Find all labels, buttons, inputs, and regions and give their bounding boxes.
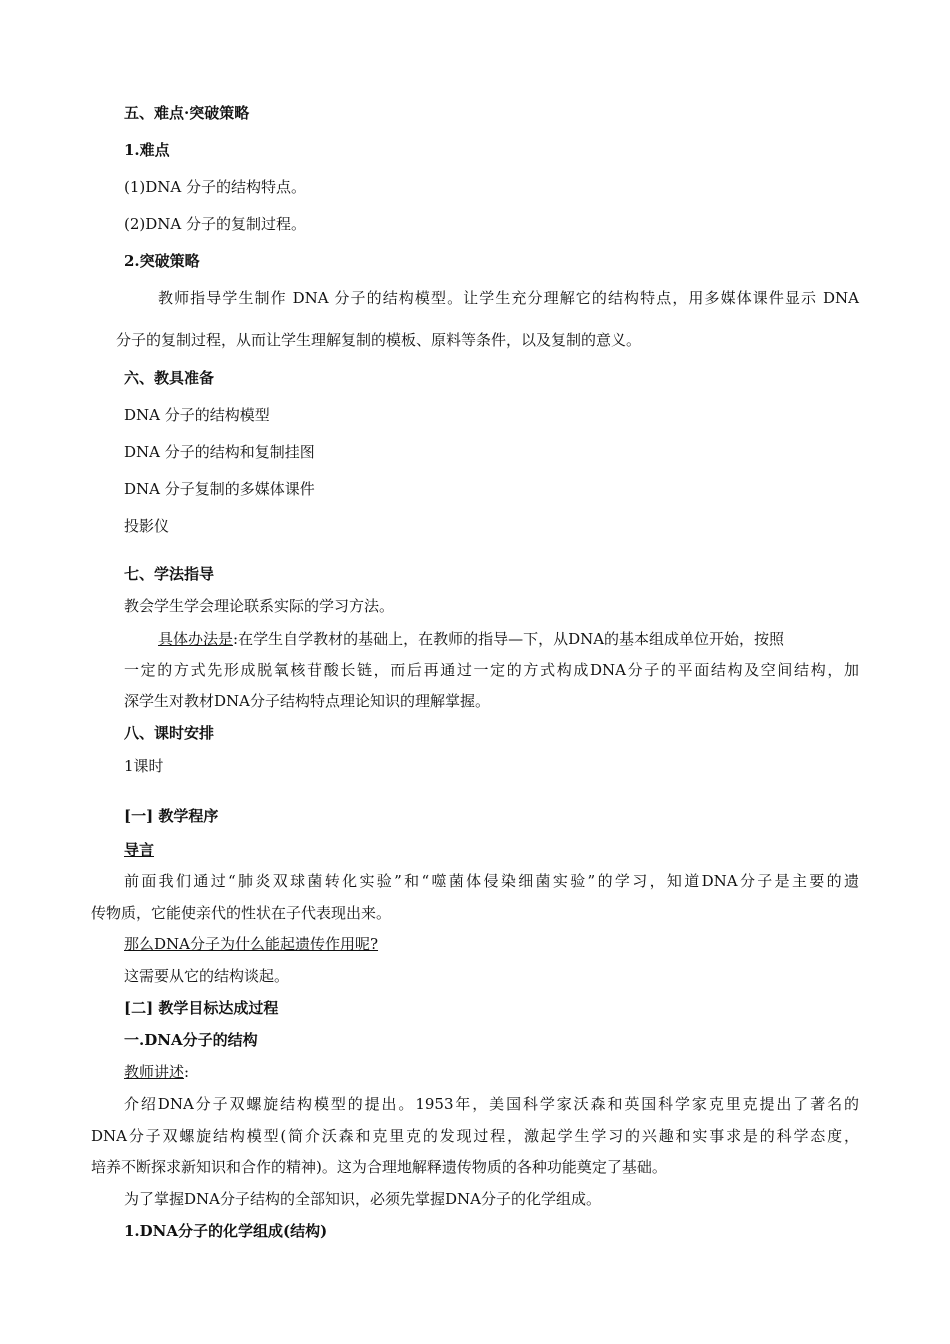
list-item: DNA 分子复制的多媒体课件 — [124, 480, 315, 498]
part-heading: 一.DNA分子的结构 — [124, 1031, 258, 1049]
intro-label: 导言 — [124, 841, 155, 859]
section-heading-7: 七、学法指导 — [124, 565, 215, 583]
list-item: (2)DNA 分子的复制过程。 — [124, 215, 307, 233]
paragraph-line: 传物质，它能使亲代的性状在子代表现出来。 — [91, 904, 392, 922]
paragraph-line: 深学生对教材DNA分子结构特点理论知识的理解掌握。 — [124, 692, 490, 710]
list-item: DNA 分子的结构和复制挂图 — [124, 443, 315, 461]
list-item: (1)DNA 分子的结构特点。 — [124, 178, 307, 196]
paragraph-line: 培养不断探求新知识和合作的精神)。这为合理地解释遗传物质的各种功能奠定了基础。 — [91, 1158, 667, 1176]
teacher-lecture-line — [124, 1062, 189, 1082]
teacher-lecture-label: 教师讲述 — [124, 1063, 185, 1081]
class-hours: 1课时 — [124, 757, 164, 775]
subheading-difficulty: 1.难点 — [124, 141, 170, 159]
section-heading-8: 八、课时安排 — [124, 724, 215, 742]
subheading-chemical-composition: 1.DNA分子的化学组成(结构) — [124, 1222, 328, 1240]
paragraph-line: 前面我们通过“肺炎双球菌转化实验”和“噬菌体侵染细菌实验”的学习，知道DNA分子是主要的遗 — [124, 872, 859, 890]
question-line: 那么DNA分子为什么能起遗传作用呢? — [124, 935, 379, 953]
process-heading: [二] 教学目标达成过程 — [124, 999, 279, 1017]
colon: : — [184, 1063, 190, 1081]
paragraph-line: 教会学生学会理论联系实际的学习方法。 — [124, 597, 395, 615]
subheading-strategy: 2.突破策略 — [124, 252, 200, 270]
list-item: 投影仪 — [124, 517, 170, 535]
procedure-heading: [一] 教学程序 — [124, 807, 219, 825]
list-item: DNA 分子的结构模型 — [124, 406, 270, 424]
section-heading-6: 六、教具准备 — [124, 369, 215, 387]
paragraph-line: 介绍DNA分子双螺旋结构模型的提出。1953年，美国科学家沃森和英国科学家克里克提出了著名的 — [124, 1095, 859, 1113]
paragraph-line: DNA分子双螺旋结构模型(简介沃森和克里克的发现过程，激起学生学习的兴趣和实事求是的科学态度， — [91, 1127, 859, 1145]
method-label: 具体办法是 — [158, 630, 234, 648]
method-text: :在学生自学教材的基础上，在教师的指导—下，从DNA的基本组成单位开始，按照 — [233, 630, 785, 648]
section-heading-5: 五、难点·突破策略 — [124, 104, 250, 122]
paragraph-line — [158, 629, 784, 649]
paragraph-line: 分子的复制过程，从而让学生理解复制的模板、原料等条件，以及复制的意义。 — [116, 331, 642, 349]
paragraph-line: 一定的方式先形成脱氧核苷酸长链，而后再通过一定的方式构成DNA分子的平面结构及空间结构，加 — [124, 661, 859, 679]
paragraph-line: 这需要从它的结构谈起。 — [124, 967, 290, 985]
paragraph-line: 教师指导学生制作 DNA 分子的结构模型。让学生充分理解它的结构特点，用多媒体课件显示 DNA — [158, 289, 859, 307]
paragraph-line: 为了掌握DNA分子结构的全部知识，必须先掌握DNA分子的化学组成。 — [124, 1190, 601, 1208]
